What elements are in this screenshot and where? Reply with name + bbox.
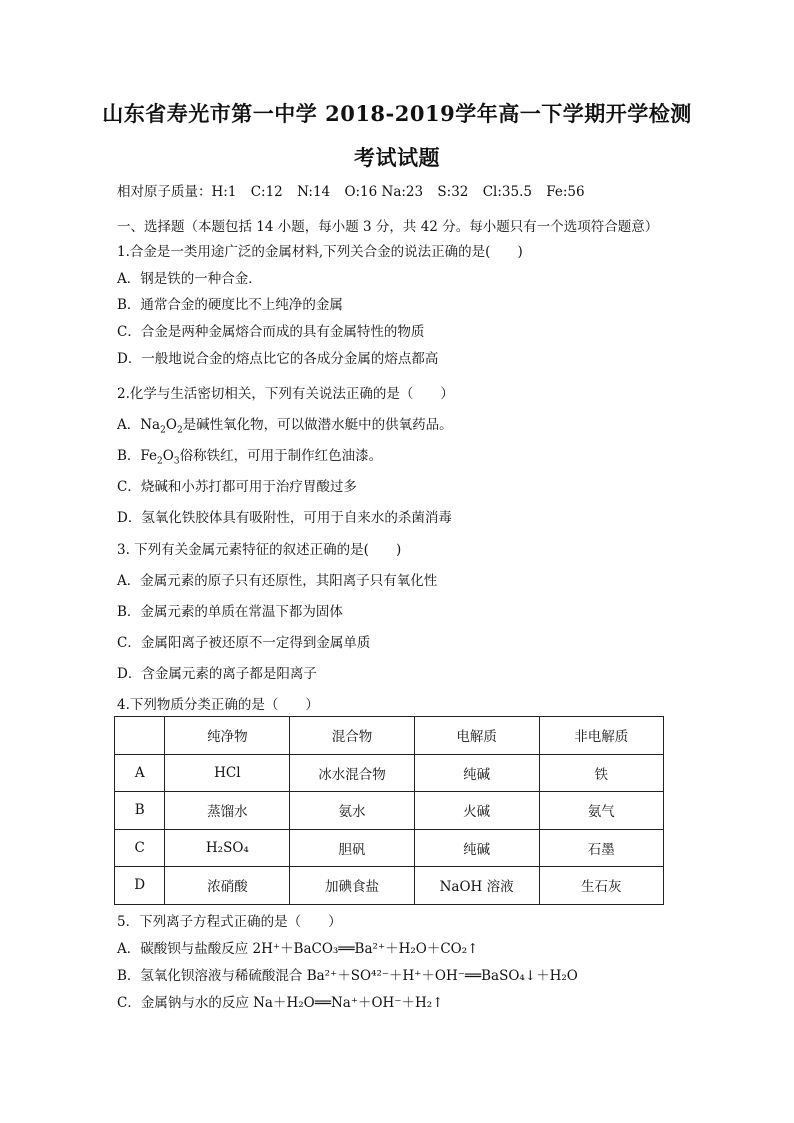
table-cell: NaOH 溶液 — [414, 867, 539, 905]
section-heading: 一、选择题（本题包括 14 小题，每小题 3 分，共 42 分。每小题只有一个选项符合题意） — [117, 219, 659, 235]
mass-cl: Cl:35.5 — [482, 184, 532, 200]
table-cell: B — [115, 792, 165, 830]
q5-option-b: B．氢氧化钡溶液与稀硫酸混合 Ba²⁺＋SO⁴²⁻＋H⁺＋OH⁻══BaSO₄↓＋H₂O — [117, 968, 578, 984]
table-row — [115, 792, 664, 830]
page-title-line2: 考试试题 — [354, 145, 440, 170]
table-header-cell: 混合物 — [290, 717, 414, 755]
table-cell: 纯碱 — [414, 829, 539, 867]
q5-stem: 5．下列离子方程式正确的是（ ） — [117, 914, 342, 930]
table-cell: 纯碱 — [414, 754, 539, 792]
q1-option-b: B．通常合金的硬度比不上纯净的金属 — [117, 297, 343, 313]
q2-stem: 2.化学与生活密切相关，下列有关说法正确的是（ ） — [117, 386, 454, 402]
mass-s: S:32 — [437, 184, 469, 200]
table-cell: 浓硝酸 — [165, 867, 290, 905]
q4-stem: 4.下列物质分类正确的是（ ） — [117, 697, 319, 713]
q3-option-d: D．含金属元素的离子都是阳离子 — [117, 666, 317, 682]
table-header-cell: 电解质 — [414, 717, 539, 755]
atomic-masses-label: 相对原子质量： — [117, 184, 212, 200]
q3-option-b: B．金属元素的单质在常温下都为固体 — [117, 604, 343, 620]
table-row — [115, 867, 664, 905]
table-cell: 生石灰 — [539, 867, 663, 905]
table-cell: H₂SO₄ — [165, 829, 290, 867]
table-header-cell: 非电解质 — [539, 717, 663, 755]
q3-option-c: C．金属阳离子被还原不一定得到金属单质 — [117, 635, 371, 651]
table-header-row — [115, 717, 664, 755]
table-cell: 蒸馏水 — [165, 792, 290, 830]
mass-o-na: O:16 Na:23 — [344, 184, 424, 200]
q2-option-d: D．氢氧化铁胶体具有吸附性，可用于自来水的杀菌消毒 — [117, 510, 452, 526]
table-cell: HCl — [165, 754, 290, 792]
q5-option-a: A．碳酸钡与盐酸反应 2H⁺＋BaCO₃══Ba²⁺＋H₂O＋CO₂↑ — [117, 941, 479, 957]
mass-c: C:12 — [250, 184, 283, 200]
mass-h: H:1 — [211, 184, 237, 200]
table-header-cell: 纯净物 — [165, 717, 290, 755]
table-cell: 铁 — [539, 754, 663, 792]
q3-option-a: A．金属元素的原子只有还原性，其阳离子只有氧化性 — [117, 573, 438, 589]
q1-option-c: C．合金是两种金属熔合而成的具有金属特性的物质 — [117, 324, 425, 340]
q5-option-c: C．金属钠与水的反应 Na＋H₂O══Na⁺＋OH⁻＋H₂↑ — [117, 995, 444, 1011]
table-cell: D — [115, 867, 165, 905]
q2-option-a: A．$Na_2O_2$是碱性氧化物，可以做潜水艇中的供氧药品。 — [117, 417, 453, 436]
atomic-masses — [117, 180, 595, 200]
table-cell: 氨水 — [290, 792, 414, 830]
q2-option-b: B．$Fe_2O_3$俗称铁红，可用于制作红色油漆。 — [117, 448, 383, 467]
table-cell: 石墨 — [539, 829, 663, 867]
q1-option-a: A．钢是铁的一种合金． — [117, 271, 262, 287]
table-cell: C — [115, 829, 165, 867]
table-row — [115, 829, 664, 867]
table-cell: 冰水混合物 — [290, 754, 414, 792]
q1-stem: 1.合金是一类用途广泛的金属材料,下列关合金的说法正确的是( ) — [117, 244, 523, 260]
table-cell: 加碘食盐 — [290, 867, 414, 905]
table-header-cell — [115, 717, 165, 755]
table-cell: 火碱 — [414, 792, 539, 830]
table-cell: 氨气 — [539, 792, 663, 830]
page-title-line1: 山东省寿光市第一中学 2018-2019学年高一下学期开学检测 — [102, 101, 692, 126]
q3-stem: 3. 下列有关金属元素特征的叙述正确的是( ) — [117, 542, 402, 558]
mass-n: N:14 — [297, 184, 331, 200]
q2-option-c: C．烧碱和小苏打都可用于治疗胃酸过多 — [117, 479, 357, 495]
classification-table — [114, 716, 664, 905]
table-cell: 胆矾 — [290, 829, 414, 867]
q1-option-d: D．一般地说合金的熔点比它的各成分金属的熔点都高 — [117, 351, 439, 367]
table-row — [115, 754, 664, 792]
mass-fe: Fe:56 — [546, 184, 585, 200]
table-cell: A — [115, 754, 165, 792]
